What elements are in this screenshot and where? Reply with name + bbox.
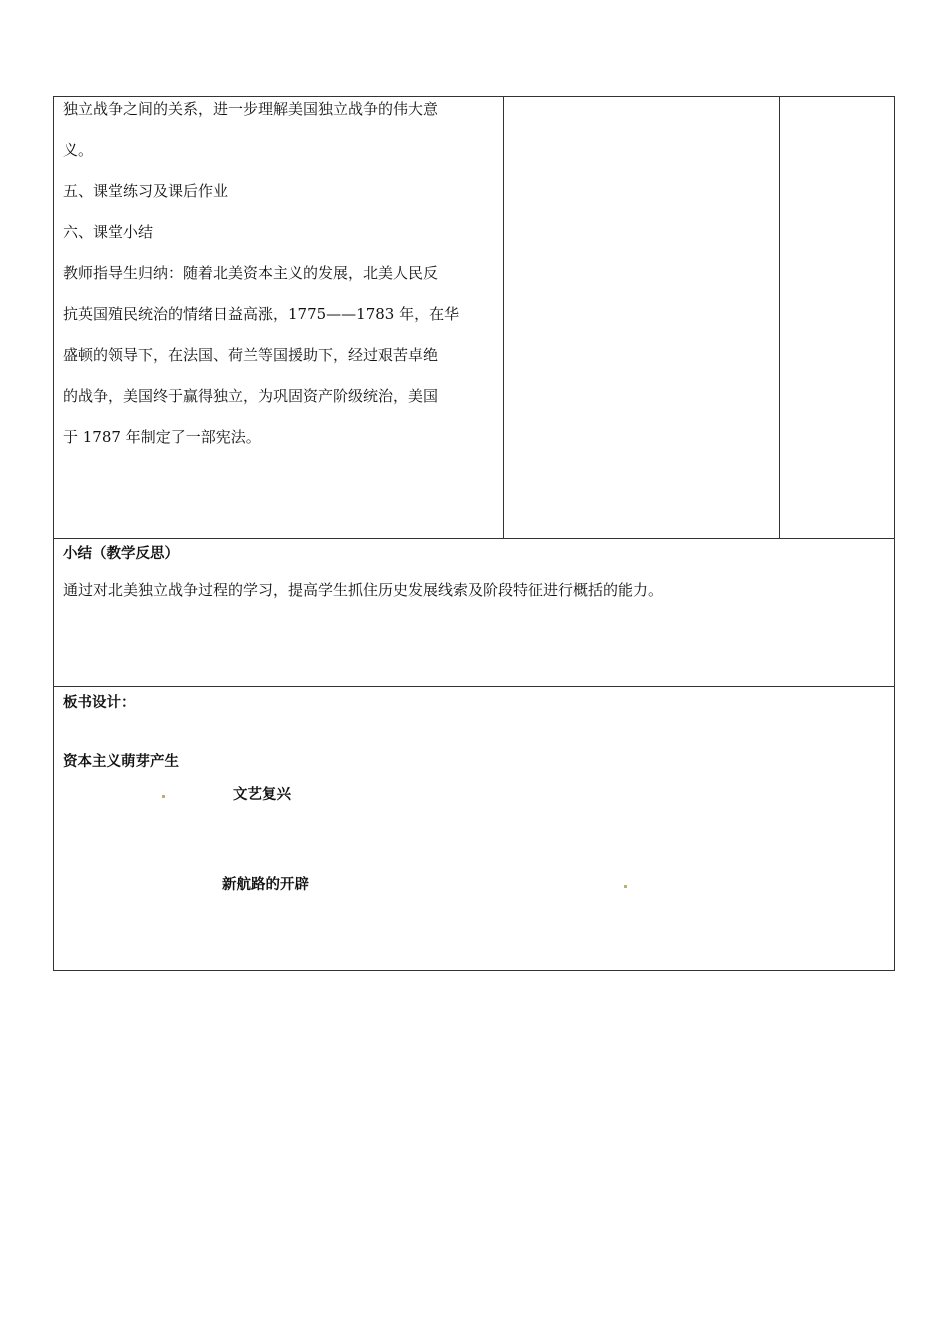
lesson-line: 盛顿的领导下，在法国、荷兰等国援助下，经过艰苦卓绝 bbox=[63, 346, 439, 364]
reflection-cell bbox=[63, 540, 663, 604]
marker-dot bbox=[162, 795, 165, 798]
column-divider bbox=[503, 97, 504, 539]
reflection-heading: 小结（教学反思） bbox=[63, 546, 179, 562]
column-divider bbox=[779, 97, 780, 539]
marker-dot bbox=[624, 885, 627, 888]
lesson-table bbox=[53, 96, 895, 971]
lesson-line: 于 1787 年制定了一部宪法。 bbox=[63, 428, 261, 446]
lesson-line: 六、课堂小结 bbox=[63, 223, 154, 241]
reflection-body: 通过对北美独立战争过程的学习，提高学生抓住历史发展线索及阶段特征进行概括的能力。 bbox=[63, 581, 664, 599]
board-item-new-routes: 新航路的开辟 bbox=[222, 877, 309, 893]
lesson-content-cell bbox=[63, 89, 459, 458]
lesson-line: 五、课堂练习及课后作业 bbox=[63, 182, 229, 200]
board-item-capitalism: 资本主义萌芽产生 bbox=[63, 754, 179, 770]
lesson-line: 的战争，美国终于赢得独立，为巩固资产阶级统治，美国 bbox=[63, 387, 439, 405]
lesson-line: 义。 bbox=[63, 141, 94, 159]
lesson-line: 教师指导生归纳：随着北美资本主义的发展，北美人民反 bbox=[63, 264, 439, 282]
row-divider bbox=[54, 686, 894, 687]
row-divider bbox=[54, 538, 894, 539]
board-design-heading: 板书设计： bbox=[63, 695, 136, 711]
board-item-renaissance: 文艺复兴 bbox=[233, 787, 291, 803]
lesson-line: 独立战争之间的关系，进一步理解美国独立战争的伟大意 bbox=[63, 100, 439, 118]
lesson-line: 抗英国殖民统治的情绪日益高涨，1775——1783 年，在华 bbox=[63, 305, 460, 323]
